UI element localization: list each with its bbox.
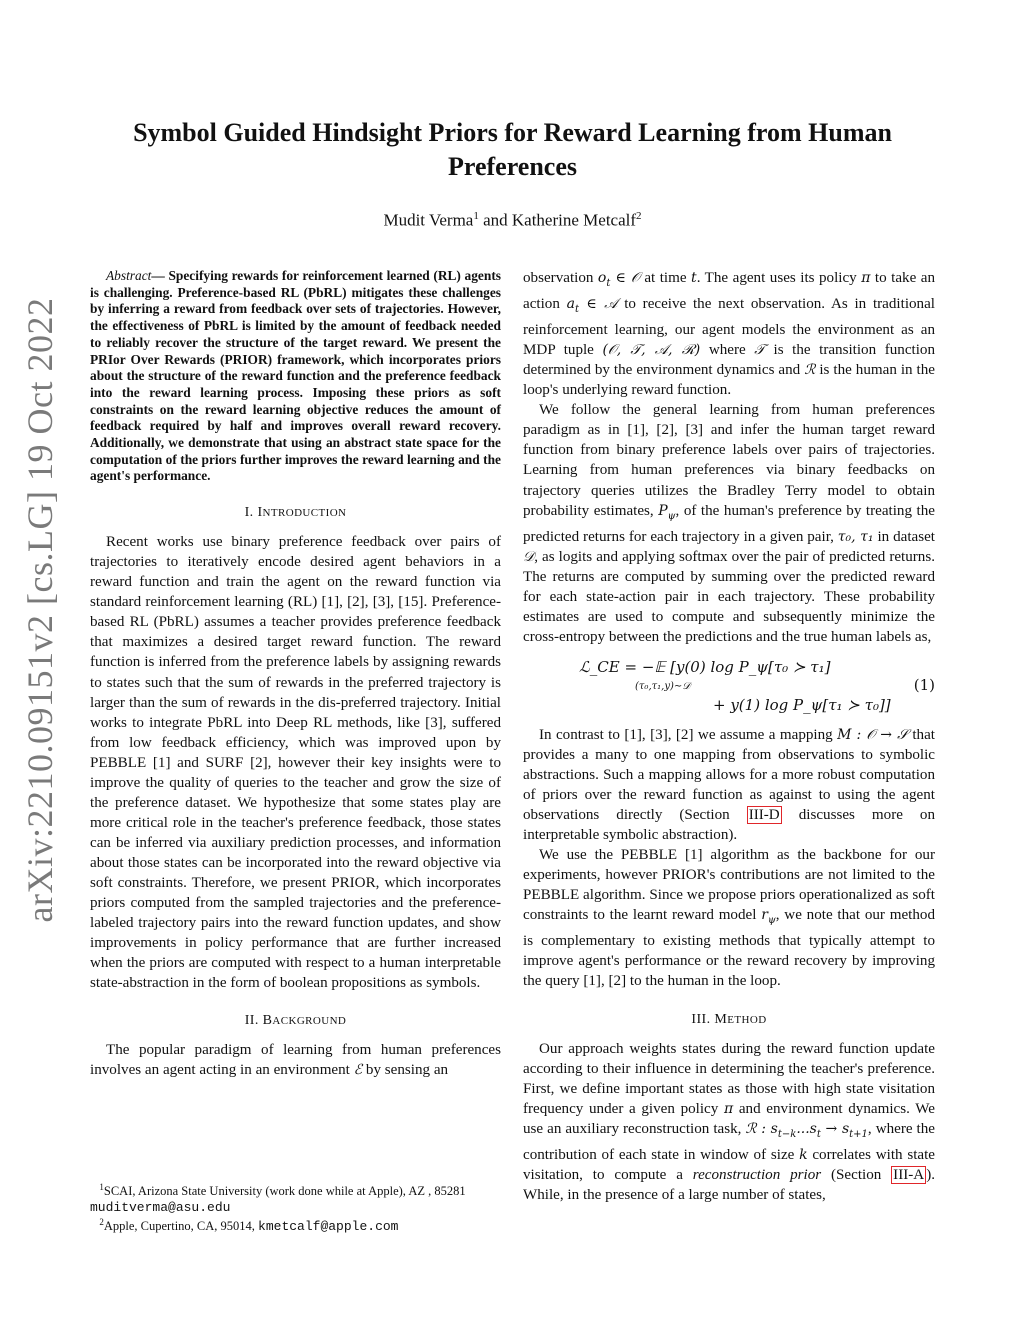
equation-line-1: ℒ_CE = −𝔼 [y(0) log P_ψ[τ₀ ≻ τ₁] [579,657,831,676]
abstract-text: Specifying rewards for reinforcement learned (RL) agents is challenging. Preference-based RL (PbRL) mitigates these challenges by inferring a reward from feedback over sets of trajectories. However, the effectiveness of PbRL is limited by the amount of feedback needed to reliably recover the structure of the target reward. We present the PRIor Over Rewards (PRIOR) framework, which incorporates priors about the structure of the reward function and the preference feedback into the reward learning process. Imposing these priors as soft constraints on the reward learning objective reduces the amount of feedback required by half and improves overall reward recovery. Additionally, we demonstrate that using an abstract state space for the computation of the priors further improves the reward learning and the agent's performance. [90,268,501,484]
footnote-1-email[interactable]: muditverma@asu.edu [90,1199,231,1215]
footnote-2-email[interactable]: kmetcalf@apple.com [258,1219,399,1235]
footnote-1: $^1$SCAI, Arizona State University (work done while at Apple), AZ , 85281 muditverma@asu.edu [90,1182,466,1215]
section-heading-background: II. BACKGROUND [244,1013,347,1029]
equation-line-2: + y(1) log P_ψ[τ₁ ≻ τ₀]] [713,695,891,714]
bradley-terry-paragraph: We follow the general learning from human preferences paradigm as in [1], [2], [3] and infer the human target reward function from binary preference labels over pairs of trajectories. Learning from human preferences via binary feedbacks on trajectory queries utilizes the Bradley Terry model to obtain probability estimates, $P_\psi$, of the human's preference by treating the predicted returns for each trajectory in a given pair, τ₀, τ₁ in dataset 𝒟, as logits and applying softmax over the pair of predicted returns. The returns are computed by summing over the predicted reward for each state-action pair in each trajectory. These probability estimates are used to compute and subsequently minimize the cross-entropy between the predictions and the true human labels as, [523,402,935,645]
mapping-paragraph: In contrast to [1], [3], [2] we assume a mapping M : 𝒪 → 𝒮 that provides a many to one mapping from observations to symbolic abstractions. Such a mapping allows for a more robust computation of priors over the reward function as against to using the agent observations directly (Section III-D discusses more on interpretable symbolic abstraction). [523,726,936,844]
footnotes [90,1180,501,1235]
method-paragraph: Our approach weights states during the reward function update according to their influence in determining the teacher's preference. First, we define important states as those with high state visitation frequency under a given policy π and environment dynamics. We use an auxiliary reconstruction task, ℛ : $s_{t-k}...s_t \to s_{t+1}$, where the contribution of each state in window of size k correlates with state visitation, to compute a reconstruction prior (Section III-A ). While, in the presence of a large number of states, [523,1040,935,1203]
abstract-dash: — [151,268,169,283]
author-1: Mudit Verma [383,210,474,230]
equation-number: (1) [913,675,935,694]
footnote-2: $^2$Apple, Cupertino, CA, 95014, kmetcalf@apple.com [99,1217,399,1235]
intro-paragraph: Recent works use binary preference feedback over pairs of trajectories to iteratively encode desired agent behaviors in a reward function and train the agent on the reward function via standard reinforcement learning (RL) [1], [2], [3], [15]. Preference-based RL (PbRL) assumes a teacher provides preference feedback that maximizes a desired target reward function. The reward function is inferred from the preference labels by assigning rewards to states such that the sum of rewards in the preferred trajectory is larger than the sum of rewards in the dis-preferred trajectory. Initial works to integrate PbRL into Deep RL methods, like [3], suffered from low feedback efficiency, which was improved upon by PEBBLE [1] and SURF [2], however their key insights were to improve the quality of queries to the teacher and grow the size of the preference dataset. We hypothesize that some states play are more critical role in the teacher's preference feedback, those states can be inferred via auxiliary prediction processes, and information about those states can be incorporated into the reward objective via soft constraints. Therefore, we present PRIOR, which incorporates priors computed from the sampled trajectories and the preference-labeled trajectory pairs into the reward function updates, and show improvements in policy performance that are further increased when the priors are computed with respect to a human interpretable state-abstraction in the form of boolean propositions as symbols. [90,534,501,992]
arxiv-stamp [0,0,80,1325]
section-ref-III-D[interactable]: III-D [748,807,780,824]
section-ref-III-A[interactable]: III-A [893,1166,925,1183]
equation-expectation-subscript: (τ₀,τ₁,y)∼𝒟 [635,680,691,692]
author-line [90,210,935,231]
background-continuation: observation $o_t$ ∈ 𝒪 at time t. The agent uses its policy π to take an action $a_t$ ∈ 𝒜 to receive the next observation. As in traditional reinforcement learning, our agent models the environment as an MDP tuple (𝒪, 𝒯, 𝒜, ℛ) where 𝒯 is the transition function determined by the environment dynamics and ℛ is the human in the loop's underlying reward function. [523,270,936,399]
left-column [90,268,501,1080]
author-1-affil-mark: 1 [473,210,479,222]
author-conjunction: and [478,210,512,230]
paper-title: Symbol Guided Hindsight Priors for Reward Learning from Human Preferences [133,118,892,181]
background-paragraph: The popular paradigm of learning from human preferences involves an agent acting in an environment ℰ by sensing an [90,1042,501,1079]
abstract-lead: Abstract [106,268,152,283]
pebble-paragraph: We use the PEBBLE [1] algorithm as the backbone for our experiments, however PRIOR's contributions are not limited to the PEBBLE algorithm. Since we propose priors operationalized as soft constraints to the learnt reward model $r_\psi$, we note that our method is complementary to existing methods that typically attempt to improve agent's performance or the reward recovery by improving the query [1], [2] to the human in the loop. [523,847,935,990]
author-2-affil-mark: 2 [636,210,642,222]
equation-1 [523,655,935,719]
section-heading-method: III. METHOD [691,1011,767,1027]
author-2: Katherine Metcalf [511,210,637,230]
environment-symbol: ℰ [353,1062,363,1079]
arxiv-stamp-text: arXiv:2210.09151v2 [cs.LG] 19 Oct 2022 [20,297,60,923]
section-heading-introduction: I. INTRODUCTION [244,505,347,521]
reconstruction-prior-term: reconstruction prior [692,1166,822,1183]
right-column [523,268,935,1205]
abstract [90,268,501,485]
